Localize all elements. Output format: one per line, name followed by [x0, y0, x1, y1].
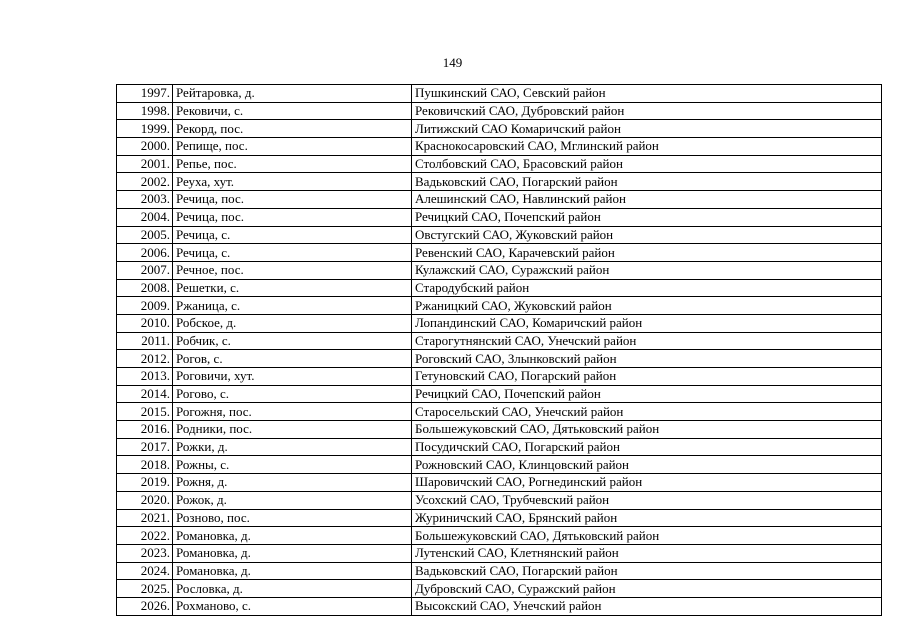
row-number-cell: 2015. [117, 403, 173, 421]
settlement-name-cell: Романовка, д. [173, 527, 412, 545]
district-cell: Усохский САО, Трубчевский район [412, 491, 882, 509]
district-cell: Высокский САО, Унечский район [412, 597, 882, 615]
table-row [117, 120, 882, 138]
district-cell: Литижский САО Комаричский район [412, 120, 882, 138]
row-number-cell: 2008. [117, 279, 173, 297]
settlement-name-cell: Рожны, с. [173, 456, 412, 474]
row-number-cell: 2002. [117, 173, 173, 191]
settlement-name-cell: Речица, с. [173, 226, 412, 244]
settlement-name-cell: Рожок, д. [173, 491, 412, 509]
table-row [117, 403, 882, 421]
row-number-cell: 2013. [117, 368, 173, 386]
row-number-cell: 2022. [117, 527, 173, 545]
district-cell: Овстугский САО, Жуковский район [412, 226, 882, 244]
settlement-name-cell: Рогожня, пос. [173, 403, 412, 421]
settlement-name-cell: Рекорд, пос. [173, 120, 412, 138]
settlement-name-cell: Речица, с. [173, 244, 412, 262]
row-number-cell: 2001. [117, 155, 173, 173]
row-number-cell: 1997. [117, 85, 173, 103]
settlement-name-cell: Родники, пос. [173, 421, 412, 439]
district-cell: Рековичский САО, Дубровский район [412, 102, 882, 120]
row-number-cell: 2019. [117, 474, 173, 492]
table-row [117, 191, 882, 209]
district-cell: Большежуковский САО, Дятьковский район [412, 527, 882, 545]
table-row [117, 244, 882, 262]
table-row [117, 527, 882, 545]
settlement-name-cell: Репище, пос. [173, 138, 412, 156]
settlement-name-cell: Романовка, д. [173, 544, 412, 562]
district-cell: Краснокосаровский САО, Мглинский район [412, 138, 882, 156]
row-number-cell: 2007. [117, 261, 173, 279]
district-cell: Большежуковский САО, Дятьковский район [412, 421, 882, 439]
district-cell: Лопандинский САО, Комаричский район [412, 314, 882, 332]
settlement-name-cell: Реуха, хут. [173, 173, 412, 191]
row-number-cell: 1999. [117, 120, 173, 138]
table-row [117, 456, 882, 474]
table-row [117, 138, 882, 156]
settlement-name-cell: Розново, пос. [173, 509, 412, 527]
table-row [117, 332, 882, 350]
table-row [117, 173, 882, 191]
district-cell: Речицкий САО, Почепский район [412, 208, 882, 226]
settlement-name-cell: Рековичи, с. [173, 102, 412, 120]
row-number-cell: 2023. [117, 544, 173, 562]
table-row [117, 350, 882, 368]
settlement-name-cell: Речное, пос. [173, 261, 412, 279]
row-number-cell: 2018. [117, 456, 173, 474]
district-cell: Лутенский САО, Клетнянский район [412, 544, 882, 562]
table-row [117, 580, 882, 598]
district-cell: Пушкинский САО, Севский район [412, 85, 882, 103]
table-row [117, 314, 882, 332]
table-row [117, 474, 882, 492]
page-number: 149 [442, 55, 463, 70]
table-row [117, 102, 882, 120]
district-cell: Журиничский САО, Брянский район [412, 509, 882, 527]
table-row [117, 509, 882, 527]
row-number-cell: 2009. [117, 297, 173, 315]
table-row [117, 261, 882, 279]
row-number-cell: 2010. [117, 314, 173, 332]
settlement-name-cell: Рогово, с. [173, 385, 412, 403]
row-number-cell: 2014. [117, 385, 173, 403]
district-cell: Вадьковский САО, Погарский район [412, 173, 882, 191]
district-cell: Кулажский САО, Суражский район [412, 261, 882, 279]
district-cell: Столбовский САО, Брасовский район [412, 155, 882, 173]
district-cell: Ржаницкий САО, Жуковский район [412, 297, 882, 315]
settlement-name-cell: Рогов, с. [173, 350, 412, 368]
row-number-cell: 1998. [117, 102, 173, 120]
district-cell: Роговский САО, Злынковский район [412, 350, 882, 368]
settlement-name-cell: Рейтаровка, д. [173, 85, 412, 103]
district-cell: Стародубский район [412, 279, 882, 297]
district-cell: Ревенский САО, Карачевский район [412, 244, 882, 262]
table-row [117, 297, 882, 315]
district-cell: Рожновский САО, Клинцовский район [412, 456, 882, 474]
settlement-name-cell: Рожня, д. [173, 474, 412, 492]
settlement-name-cell: Речица, пос. [173, 208, 412, 226]
table-row [117, 421, 882, 439]
table-row [117, 385, 882, 403]
settlement-name-cell: Романовка, д. [173, 562, 412, 580]
district-cell: Речицкий САО, Почепский район [412, 385, 882, 403]
row-number-cell: 2000. [117, 138, 173, 156]
row-number-cell: 2020. [117, 491, 173, 509]
row-number-cell: 2024. [117, 562, 173, 580]
district-cell: Дубровский САО, Суражский район [412, 580, 882, 598]
table-row [117, 597, 882, 615]
district-cell: Вадьковский САО, Погарский район [412, 562, 882, 580]
table-row [117, 155, 882, 173]
table-row [117, 562, 882, 580]
row-number-cell: 2026. [117, 597, 173, 615]
district-cell: Гетуновский САО, Погарский район [412, 368, 882, 386]
district-cell: Старосельский САО, Унечский район [412, 403, 882, 421]
row-number-cell: 2005. [117, 226, 173, 244]
table-row [117, 208, 882, 226]
table-row [117, 85, 882, 103]
district-cell: Алешинский САО, Навлинский район [412, 191, 882, 209]
settlement-name-cell: Репье, пос. [173, 155, 412, 173]
district-cell: Шаровичский САО, Рогнединский район [412, 474, 882, 492]
table-row [117, 438, 882, 456]
table-body [117, 85, 882, 616]
settlement-name-cell: Рословка, д. [173, 580, 412, 598]
settlements-table [116, 84, 882, 616]
settlement-name-cell: Рохманово, с. [173, 597, 412, 615]
settlement-name-cell: Речица, пос. [173, 191, 412, 209]
row-number-cell: 2006. [117, 244, 173, 262]
table-row [117, 544, 882, 562]
settlement-name-cell: Роговичи, хут. [173, 368, 412, 386]
table-row [117, 368, 882, 386]
district-cell: Посудичский САО, Погарский район [412, 438, 882, 456]
settlement-name-cell: Робское, д. [173, 314, 412, 332]
table-row [117, 226, 882, 244]
row-number-cell: 2016. [117, 421, 173, 439]
settlement-name-cell: Ржаница, с. [173, 297, 412, 315]
table-row [117, 491, 882, 509]
row-number-cell: 2004. [117, 208, 173, 226]
row-number-cell: 2011. [117, 332, 173, 350]
district-cell: Старогутнянский САО, Унечский район [412, 332, 882, 350]
row-number-cell: 2017. [117, 438, 173, 456]
row-number-cell: 2025. [117, 580, 173, 598]
row-number-cell: 2012. [117, 350, 173, 368]
row-number-cell: 2021. [117, 509, 173, 527]
settlement-name-cell: Решетки, с. [173, 279, 412, 297]
settlement-name-cell: Робчик, с. [173, 332, 412, 350]
settlement-name-cell: Рожки, д. [173, 438, 412, 456]
table-row [117, 279, 882, 297]
row-number-cell: 2003. [117, 191, 173, 209]
